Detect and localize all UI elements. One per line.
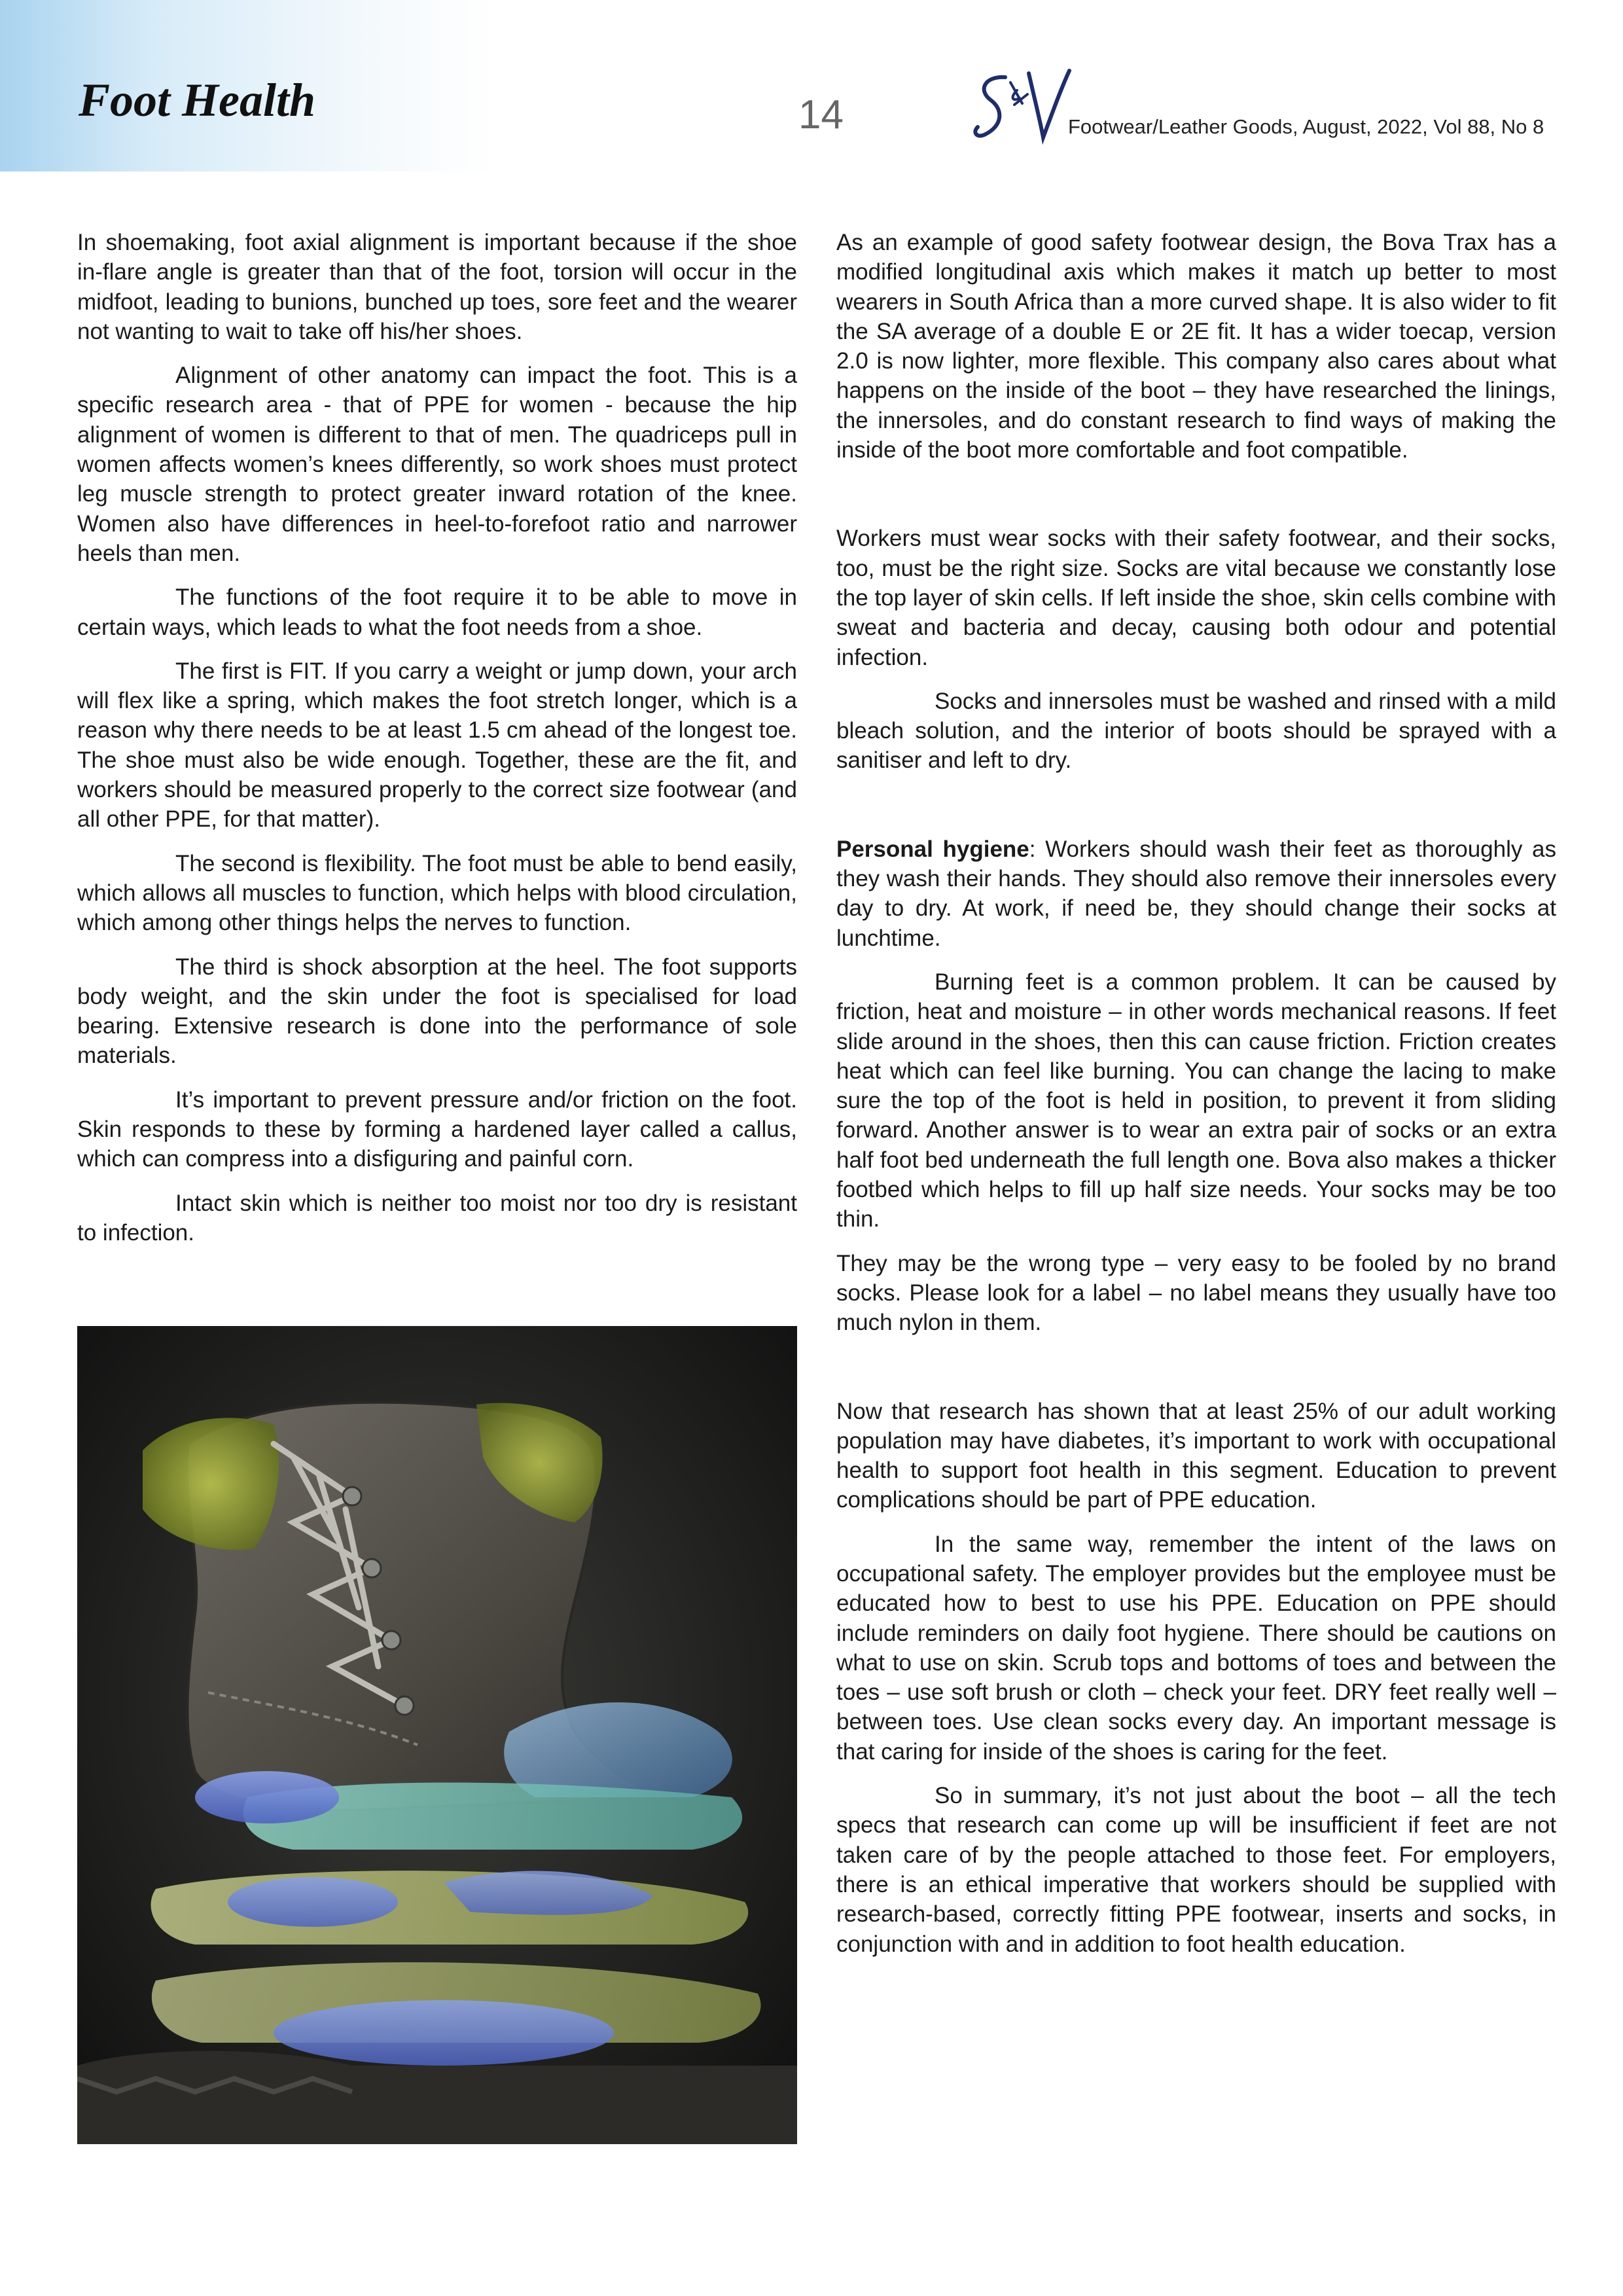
- paragraph: The third is shock absorption at the heel. The foot supports body weight, and the skin under the foot is specialised for load bearing. Extensive research is done into the performance of sole materials.: [77, 954, 797, 1069]
- right-column: [836, 228, 1556, 1973]
- paragraph: The first is FIT. If you carry a weight or jump down, your arch will flex like a spring, which makes the foot stretch longer, which is a reason why there needs to be at least 1.5 cm ahead of the longest toe. The shoe must also be wide enough. Together, these are the fit, and workers should be measured properly to the correct size footwear (and all other PPE, for that matter).: [77, 658, 797, 833]
- publication-logo: [971, 64, 1076, 149]
- paragraph: They may be the wrong type – very easy to be fooled by no brand socks. Please look for a label – no label means they usually have too much nylon in them.: [836, 1250, 1556, 1336]
- section-title: Foot Health: [79, 74, 316, 126]
- paragraph: Workers must wear socks with their safety footwear, and their socks, too, must be the right size. Socks are vital because we constantly lose the top layer of skin cells. If left inside the shoe, skin cells combine with sweat and bacteria and decay, causing both odour and potential infection.: [836, 526, 1556, 670]
- publication-info: Footwear/Leather Goods, August, 2022, Vol 88, No 8: [1068, 115, 1544, 138]
- paragraph: In shoemaking, foot axial alignment is important because if the shoe in-flare angle is greater than that of the foot, torsion will occur in the midfoot, leading to bunions, bunched up toes, sore feet and the wearer not wanting to wait to take off his/her shoes.: [77, 230, 797, 344]
- paragraph: In the same way, remember the intent of the laws on occupational safety. The employer provides but the employee must be educated how to best to use his PPE. Education on PPE should include reminders on daily foot hygiene. There should be cautions on what to use on skin. Scrub tops and bottoms of toes and between the toes – use soft brush or cloth – check your feet. DRY feet really well – between toes. Use clean socks every day. An important message is that caring for inside of the shoes is caring for the feet.: [836, 1531, 1556, 1765]
- paragraph: [836, 834, 1556, 953]
- paragraph: As an example of good safety footwear design, the Bova Trax has a modified longitudinal axis which makes it match up better to most wearers in South Africa than a more curved shape. It is also wider to fit the SA average of a double E or 2E fit. It has a wider toecap, version 2.0 is now lighter, more flexible. This company also cares about what happens on the inside of the boot – they have researched the linings, the innersoles, and do constant research to find ways of making the inside of the boot more comfortable and foot compatible.: [836, 230, 1556, 463]
- boot-illustration: [77, 1326, 797, 2144]
- left-column: [77, 228, 797, 1262]
- page-header: [0, 0, 1623, 171]
- personal-hygiene-lead: Personal hygiene: [836, 836, 1029, 862]
- page-number: 14: [798, 92, 844, 137]
- paragraph: The second is flexibility. The foot must be able to bend easily, which allows all muscles to function, which helps with blood circulation, which among other things helps the nerves to function.: [77, 850, 797, 936]
- paragraph: Burning feet is a common problem. It can be caused by friction, heat and moisture – in other words mechanical reasons. If feet slide around in the shoes, then this can cause friction. Friction creates heat which can feel like burning. You can change the lacing to make sure the top of the foot is held in position, to prevent it from sliding forward. Another answer is to wear an extra pair of socks or an extra half foot bed underneath the full length one. Bova also makes a thicker footbed which helps to fill up half size needs. Your socks may be too thin.: [836, 969, 1556, 1232]
- paragraph: It’s important to prevent pressure and/or friction on the foot. Skin responds to these by forming a hardened layer called a callus, which can compress into a disfiguring and painful corn.: [77, 1086, 797, 1172]
- paragraph: The functions of the foot require it to be able to move in certain ways, which leads to what the foot needs from a shoe.: [77, 584, 797, 640]
- paragraph: Intact skin which is neither too moist nor too dry is resistant to infection.: [77, 1190, 797, 1246]
- paragraph: Alignment of other anatomy can impact the foot. This is a specific research area - that of PPE for women - because the hip alignment of women is different to that of men. The quadriceps pull in women affects women’s knees differently, so work shoes must protect leg muscle strength to protect greater inward rotation of the knee. Women also have differences in heel-to-forefoot ratio and narrower heels than men.: [77, 363, 797, 566]
- paragraph: Socks and innersoles must be washed and rinsed with a mild bleach solution, and the interior of boots should be sprayed with a sanitiser and left to dry.: [836, 688, 1556, 774]
- exploded-safety-boot-icon: [77, 1326, 797, 2144]
- paragraph: So in summary, it’s not just about the boot – all the tech specs that research can come up will be insufficient if feet are not taken care of by the people attached to those feet. For employers, there is an ethical imperative that workers should be supplied with research-based, correctly fitting PPE footwear, inserts and socks, in conjunction with and in addition to foot health education.: [836, 1783, 1556, 1957]
- paragraph-text: : Workers should wash their feet as thoroughly as they wash their hands. They should also remove their innersoles every day to dry. At work, if need be, they should change their socks at lunchtime.: [836, 836, 1557, 951]
- paragraph: Now that research has shown that at least 25% of our adult working population may have diabetes, it’s important to work with occupational health to support foot health in this segment. Education to prevent complications should be part of PPE education.: [836, 1398, 1556, 1513]
